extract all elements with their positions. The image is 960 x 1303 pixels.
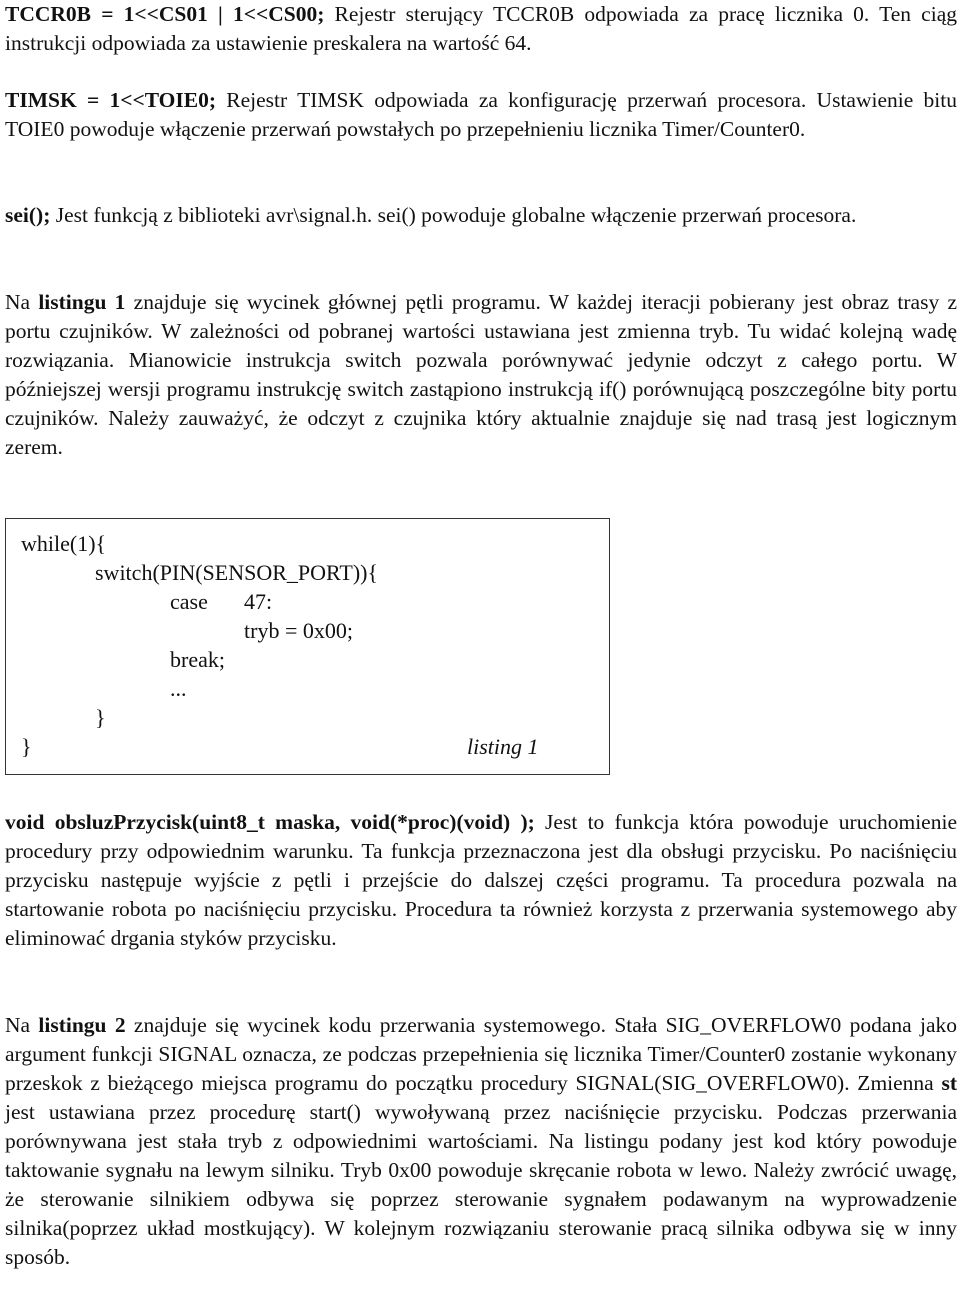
paragraph-main-loop (5, 288, 957, 462)
code-line: 47: (244, 589, 273, 614)
paragraph-obsluz-przycisk-text: Jest to funkcja która powoduje uruchomienie procedury przy odpowiednim warunku. Ta funkcja przeznaczona jest dla obsługi przycisku. Po naciśnięciu przycisku następuje wyjście z pętli i przejście do dalszej części programu. Ta procedura pozwala na startowanie robota po naciśnięciu przycisku. Procedura ta również korzysta z przerwania systemowego aby eliminować drgania styków przycisku. (5, 810, 957, 950)
paragraph-tccr0b (5, 0, 957, 58)
code-line: ... (170, 676, 187, 701)
paragraph-interrupt (5, 1011, 957, 1272)
code-tccr0b: TCCR0B = 1<<CS01 | 1<<CS00; (5, 2, 325, 26)
listing-1-reference: listingu 1 (38, 290, 126, 314)
code-line: case (170, 589, 208, 614)
code-obsluz-przycisk: void obsluzPrzycisk(uint8_t maska, void(*proc)(void) ); (5, 810, 535, 834)
paragraph-interrupt-prefix: Na (5, 1013, 39, 1037)
listing-1-box (5, 518, 610, 775)
paragraph-interrupt-text-b: jest ustawiana przez procedurę start() wywoływaną przez naciśnięcie przycisku. Podczas przerwania porównywana jest stała tryb z odpowiednimi wartościami. Na listingu podany jest kod który powoduje taktowanie sygnału na lewym silniku. Tryb 0x00 powoduje skręcanie robota w lewo. Należy zwrócić uwagę, że sterowanie silnikiem odbywa się poprzez sterowanie sygnałem podawanym na wyprowadzenie silnika(poprzez układ mostkujący). W kolejnym rozwiązaniu sterowanie pracą silnika odbywa się w inny sposób. (5, 1100, 957, 1269)
paragraph-sei-text: Jest funkcją z biblioteki avr\signal.h. sei() powoduje globalne włączenie przerwań procesora. (50, 203, 857, 227)
code-line: } (21, 734, 32, 759)
code-line: break; (170, 647, 225, 672)
paragraph-main-loop-text: znajduje się wycinek głównej pętli programu. W każdej iteracji pobierany jest obraz trasy z portu czujników. W zależności od pobranej wartości ustawiana jest zmienna tryb. Tu widać kolejną wadę rozwiązania. Mianowicie instrukcja switch pozwala porównywać jedynie odczyt z całego portu. W późniejszej wersji programu instrukcję switch zastąpiono instrukcją if() porównującą poszczególne bity portu czujników. Należy zauważyć, że odczyt z czujnika który aktualnie znajduje się nad trasą jest logicznym zerem. (5, 290, 957, 459)
code-timsk: TIMSK = 1<<TOIE0; (5, 88, 217, 112)
paragraph-tccr0b-text: Rejestr sterujący TCCR0B odpowiada za pracę licznika 0. Ten ciąg instrukcji odpowiada za ustawienie preskalera na wartość 64. (5, 2, 957, 55)
paragraph-obsluz-przycisk (5, 808, 957, 953)
paragraph-interrupt-text-a: znajduje się wycinek kodu przerwania systemowego. Stała SIG_OVERFLOW0 podana jako argument funkcji SIGNAL oznacza, ze podczas przepełnienia się licznika Timer/Counter0 zostanie wykonany przeskok z bieżącego miejsca programu do początku procedury SIGNAL(SIG_OVERFLOW0). Zmienna (5, 1013, 957, 1095)
code-line: switch(PIN(SENSOR_PORT)){ (95, 560, 379, 585)
paragraph-sei (5, 201, 957, 230)
code-line: } (95, 705, 106, 730)
paragraph-main-loop-prefix: Na (5, 290, 39, 314)
variable-st: st (941, 1071, 957, 1095)
paragraph-timsk-text: Rejestr TIMSK odpowiada za konfigurację przerwań procesora. Ustawienie bitu TOIE0 powoduje włączenie przerwań powstałych po przepełnieniu licznika Timer/Counter0. (5, 88, 957, 141)
code-line: tryb = 0x00; (244, 618, 353, 643)
code-sei: sei(); (5, 203, 51, 227)
paragraph-timsk (5, 86, 957, 144)
code-line: while(1){ (21, 531, 107, 556)
listing-caption: listing 1 (467, 734, 539, 759)
listing-2-reference: listingu 2 (38, 1013, 126, 1037)
